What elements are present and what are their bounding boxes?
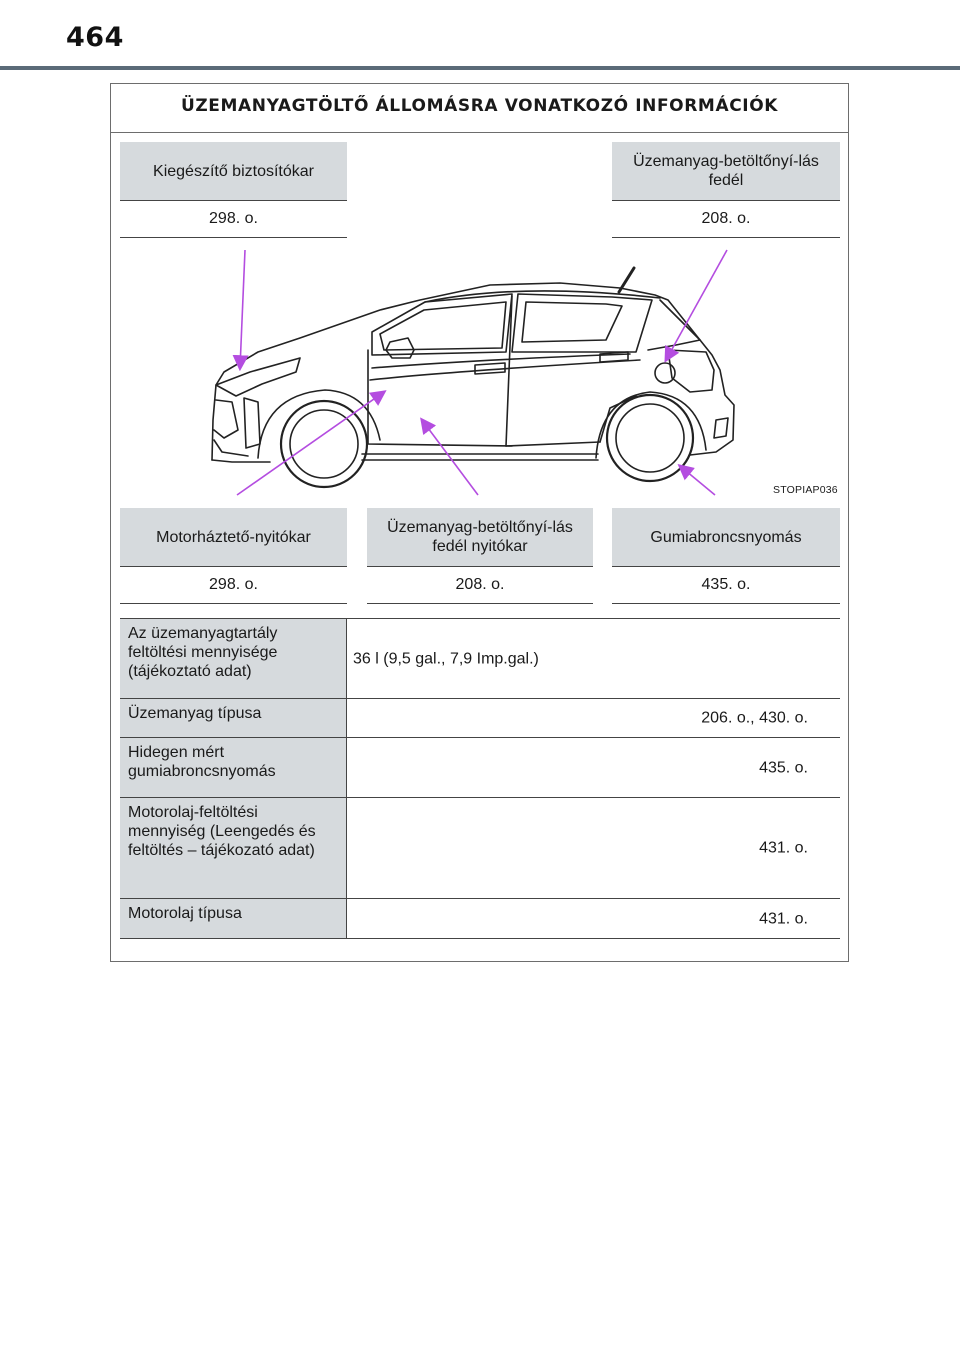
arrow-aux-lock-lever [240, 250, 245, 368]
table-row [120, 798, 840, 899]
hood-release-label: Motorháztető-nyitókar [120, 508, 347, 567]
aux-lock-lever-ref: 298. o. [120, 200, 347, 238]
arrow-tire [680, 466, 715, 495]
aux-lock-lever-label: Kiegészítő biztosítókar [120, 142, 347, 201]
table-row [120, 738, 840, 798]
table-row [120, 699, 840, 738]
section-title: ÜZEMANYAGTÖLTŐ ÁLLOMÁSRA VONATKOZÓ INFORMÁCIÓK [111, 84, 848, 133]
fuel-door-opener-label: Üzemanyag-betöltőnyí-lás fedél nyitókar [367, 508, 593, 567]
tire-pressure-ref: 435. o. [612, 566, 840, 604]
fuel-info-table [120, 618, 840, 939]
row-label: Hidegen mért gumiabroncsnyomás [120, 738, 347, 797]
row-value: 36 l (9,5 gal., 7,9 Imp.gal.) [353, 650, 539, 667]
image-code: STOPIAP036 [773, 484, 838, 496]
fuel-door-ref: 208. o. [612, 200, 840, 238]
table-row [120, 899, 840, 939]
hood-release-ref: 298. o. [120, 566, 347, 604]
fuel-door-opener-ref: 208. o. [367, 566, 593, 604]
tire-pressure-label: Gumiabroncsnyomás [612, 508, 840, 567]
arrow-fuel-door [666, 250, 727, 360]
row-value: 431. o. [759, 910, 808, 927]
row-value: 435. o. [759, 759, 808, 776]
arrow-fuel-door-opener [422, 420, 478, 495]
row-label: Az üzemanyagtartály feltöltési mennyisége (tájékoztató adat) [120, 619, 347, 698]
table-row [120, 619, 840, 699]
row-value: 431. o. [759, 839, 808, 857]
row-value: 206. o., 430. o. [701, 709, 808, 727]
car-illustration [0, 0, 960, 520]
row-label: Motorolaj típusa [120, 899, 347, 938]
fuel-door-label: Üzemanyag-betöltőnyí-lás fedél [612, 142, 840, 201]
page-number: 464 [66, 22, 124, 53]
row-label: Motorolaj-feltöltési mennyiség (Leengedés és feltöltés – tájékozató adat) [120, 798, 347, 898]
row-label: Üzemanyag típusa [120, 699, 347, 737]
